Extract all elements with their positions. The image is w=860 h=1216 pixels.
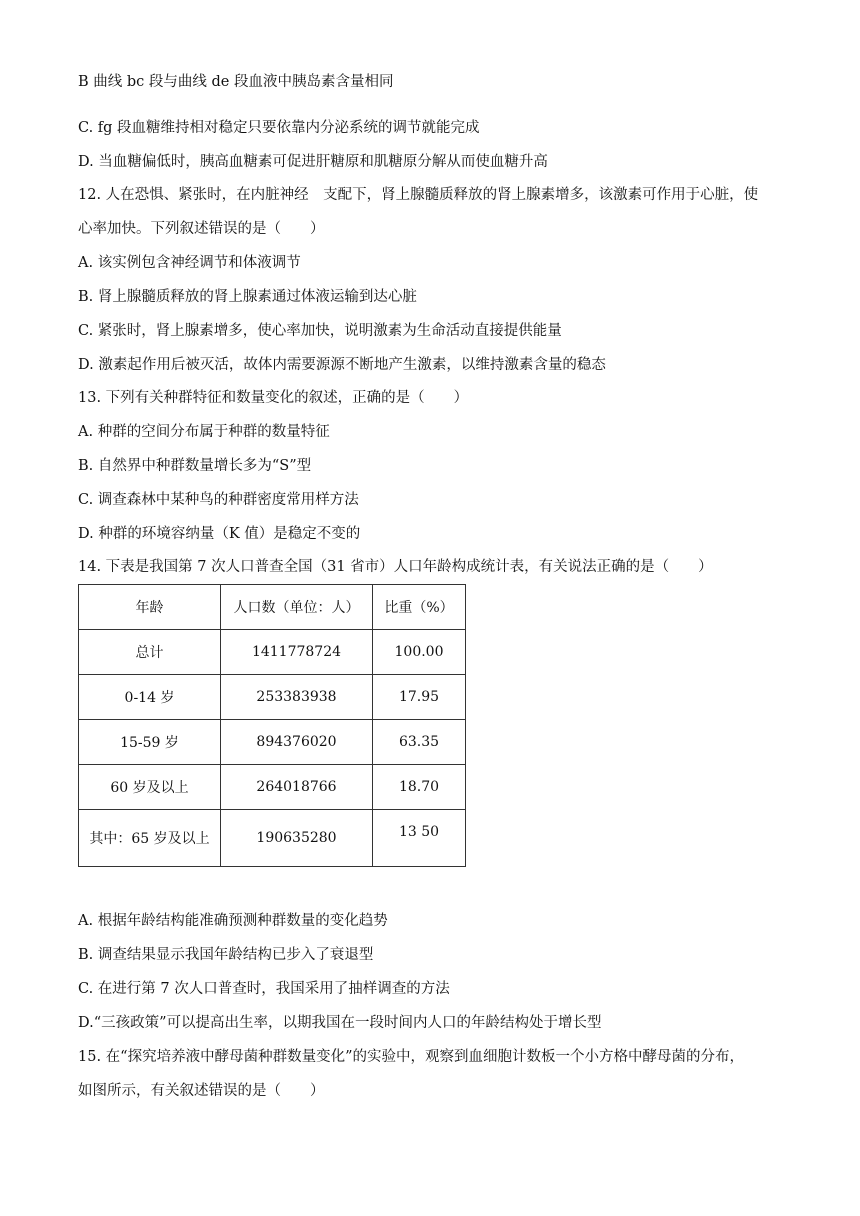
- q13-option-a: A. 种群的空间分布属于种群的数量特征: [78, 424, 330, 440]
- q14-option-d: D.“三孩政策”可以提高出生率，以期我国在一段时间内人口的年龄结构处于增长型: [78, 1015, 602, 1031]
- table-row: [79, 675, 466, 720]
- q13-option-d: D. 种群的环境容纳量（K 值）是稳定不变的: [78, 526, 361, 542]
- q15-stem-line2: 如图所示，有关叙述错误的是（ ）: [78, 1083, 325, 1099]
- cell-proportion: 18.70: [373, 765, 466, 810]
- cell-population: 894376020: [221, 720, 373, 765]
- cell-proportion-value: 13 50: [398, 824, 440, 840]
- cell-population: 264018766: [221, 765, 373, 810]
- q14-option-a: A. 根据年龄结构能准确预测种群数量的变化趋势: [78, 913, 388, 929]
- population-age-table: [78, 584, 466, 867]
- q12-option-a: A. 该实例包含神经调节和体液调节: [78, 255, 301, 271]
- q12-stem-line2: 心率加快。下列叙述错误的是（ ）: [78, 221, 325, 237]
- cell-proportion: 100.00: [373, 630, 466, 675]
- q13-option-b: B. 自然界中种群数量增长多为“S”型: [78, 458, 312, 474]
- q11-option-b: B 曲线 bc 段与曲线 de 段血液中胰岛素含量相同: [78, 74, 394, 90]
- q14-stem: 14. 下表是我国第 7 次人口普查全国（31 省市）人口年龄构成统计表，有关说法正确的是（ ）: [78, 559, 713, 575]
- q12-option-b: B. 肾上腺髓质释放的肾上腺素通过体液运输到达心脏: [78, 289, 417, 305]
- q14-option-c: C. 在进行第 7 次人口普查时，我国采用了抽样调查的方法: [78, 981, 450, 997]
- header-proportion: 比重（%）: [373, 585, 466, 630]
- cell-proportion: [373, 810, 466, 867]
- q14-option-b: B. 调查结果显示我国年龄结构已步入了衰退型: [78, 947, 374, 963]
- cell-age: 总计: [79, 630, 221, 675]
- header-age: 年龄: [79, 585, 221, 630]
- cell-proportion: 63.35: [373, 720, 466, 765]
- cell-population: 1411778724: [221, 630, 373, 675]
- cell-population: 253383938: [221, 675, 373, 720]
- q12-stem-line1: 12. 人在恐惧、紧张时，在内脏神经 支配下，肾上腺髓质释放的肾上腺素增多，该激素可作用于心脏，使: [78, 187, 759, 203]
- cell-age: 0-14 岁: [79, 675, 221, 720]
- table-row: [79, 630, 466, 675]
- q15-stem-line1: 15. 在“探究培养液中酵母菌种群数量变化”的实验中，观察到血细胞计数板一个小方格中酵母菌的分布，: [78, 1049, 744, 1065]
- cell-population: 190635280: [221, 810, 373, 867]
- q13-stem: 13. 下列有关种群特征和数量变化的叙述，正确的是（ ）: [78, 390, 469, 406]
- q12-option-c: C. 紧张时，肾上腺素增多，使心率加快，说明激素为生命活动直接提供能量: [78, 323, 562, 339]
- q11-option-d: D. 当血糖偏低时，胰高血糖素可促进肝糖原和肌糖原分解从而使血糖升高: [78, 154, 548, 170]
- cell-age: 其中：65 岁及以上: [79, 810, 221, 867]
- header-population: 人口数（单位：人）: [221, 585, 373, 630]
- table-header-row: [79, 585, 466, 630]
- table-row: [79, 765, 466, 810]
- q11-option-c: C. fg 段血糖维持相对稳定只要依靠内分泌系统的调节就能完成: [78, 120, 480, 136]
- cell-proportion: 17.95: [373, 675, 466, 720]
- q12-option-d: D. 激素起作用后被灭活，故体内需要源源不断地产生激素，以维持激素含量的稳态: [78, 357, 606, 373]
- table-row: [79, 810, 466, 867]
- cell-age: 60 岁及以上: [79, 765, 221, 810]
- cell-age: 15-59 岁: [79, 720, 221, 765]
- q13-option-c: C. 调查森林中某种鸟的种群密度常用样方法: [78, 492, 359, 508]
- table-row: [79, 720, 466, 765]
